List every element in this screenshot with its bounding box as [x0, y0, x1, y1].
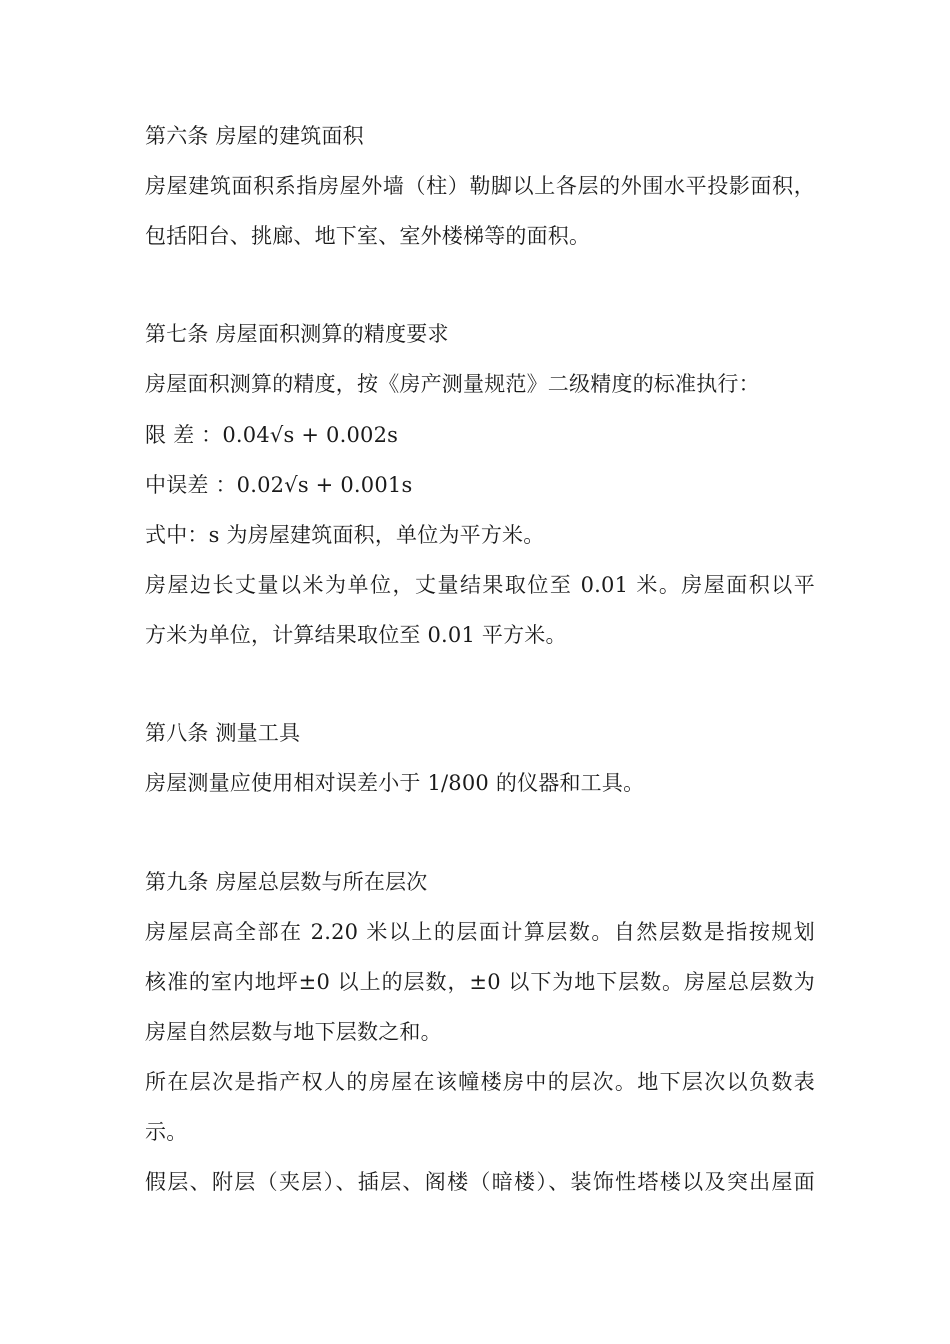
article-9-line-3: 房屋自然层数与地下层数之和。	[145, 1020, 442, 1044]
article-9-line-1: 房屋层高全部在 2.20 米以上的层面计算层数。自然层数是指按规划	[145, 920, 815, 944]
article-8-heading: 第八条 测量工具	[145, 721, 301, 745]
article-9-line-4: 所在层次是指产权人的房屋在该幢楼房中的层次。地下层次以负数表	[145, 1070, 815, 1094]
article-7-line-1: 房屋面积测算的精度，按《房产测量规范》二级精度的标准执行：	[145, 372, 760, 396]
tolerance-formula: 限 差 ：0.04√s + 0.002s	[145, 423, 399, 447]
mean-error-formula: 中误差 ：0.02√s + 0.001s	[145, 473, 413, 497]
article-6-line-1: 房屋建筑面积系指房屋外墙（柱）勒脚以上各层的外围水平投影面积，	[145, 174, 815, 198]
article-7-line-6: 方米为单位，计算结果取位至 0.01 平方米。	[145, 623, 567, 647]
article-6-heading: 第六条 房屋的建筑面积	[145, 124, 364, 148]
article-9-heading: 第九条 房屋总层数与所在层次	[145, 870, 428, 894]
article-9-line-2: 核准的室内地坪±0 以上的层数，±0 以下为地下层数。房屋总层数为	[145, 970, 815, 994]
article-6-line-2: 包括阳台、挑廊、地下室、室外楼梯等的面积。	[145, 224, 591, 248]
article-7-line-4: 式中：s 为房屋建筑面积，单位为平方米。	[145, 523, 545, 547]
article-9-line-6: 假层、附层（夹层）、插层、阁楼（暗楼）、装饰性塔楼以及突出屋面	[145, 1170, 815, 1194]
article-7-heading: 第七条 房屋面积测算的精度要求	[145, 322, 449, 346]
article-9-line-5: 示。	[145, 1120, 188, 1144]
article-8-line-1: 房屋测量应使用相对误差小于 1/800 的仪器和工具。	[145, 771, 645, 795]
article-7-line-5: 房屋边长丈量以米为单位，丈量结果取位至 0.01 米。房屋面积以平	[145, 573, 815, 597]
